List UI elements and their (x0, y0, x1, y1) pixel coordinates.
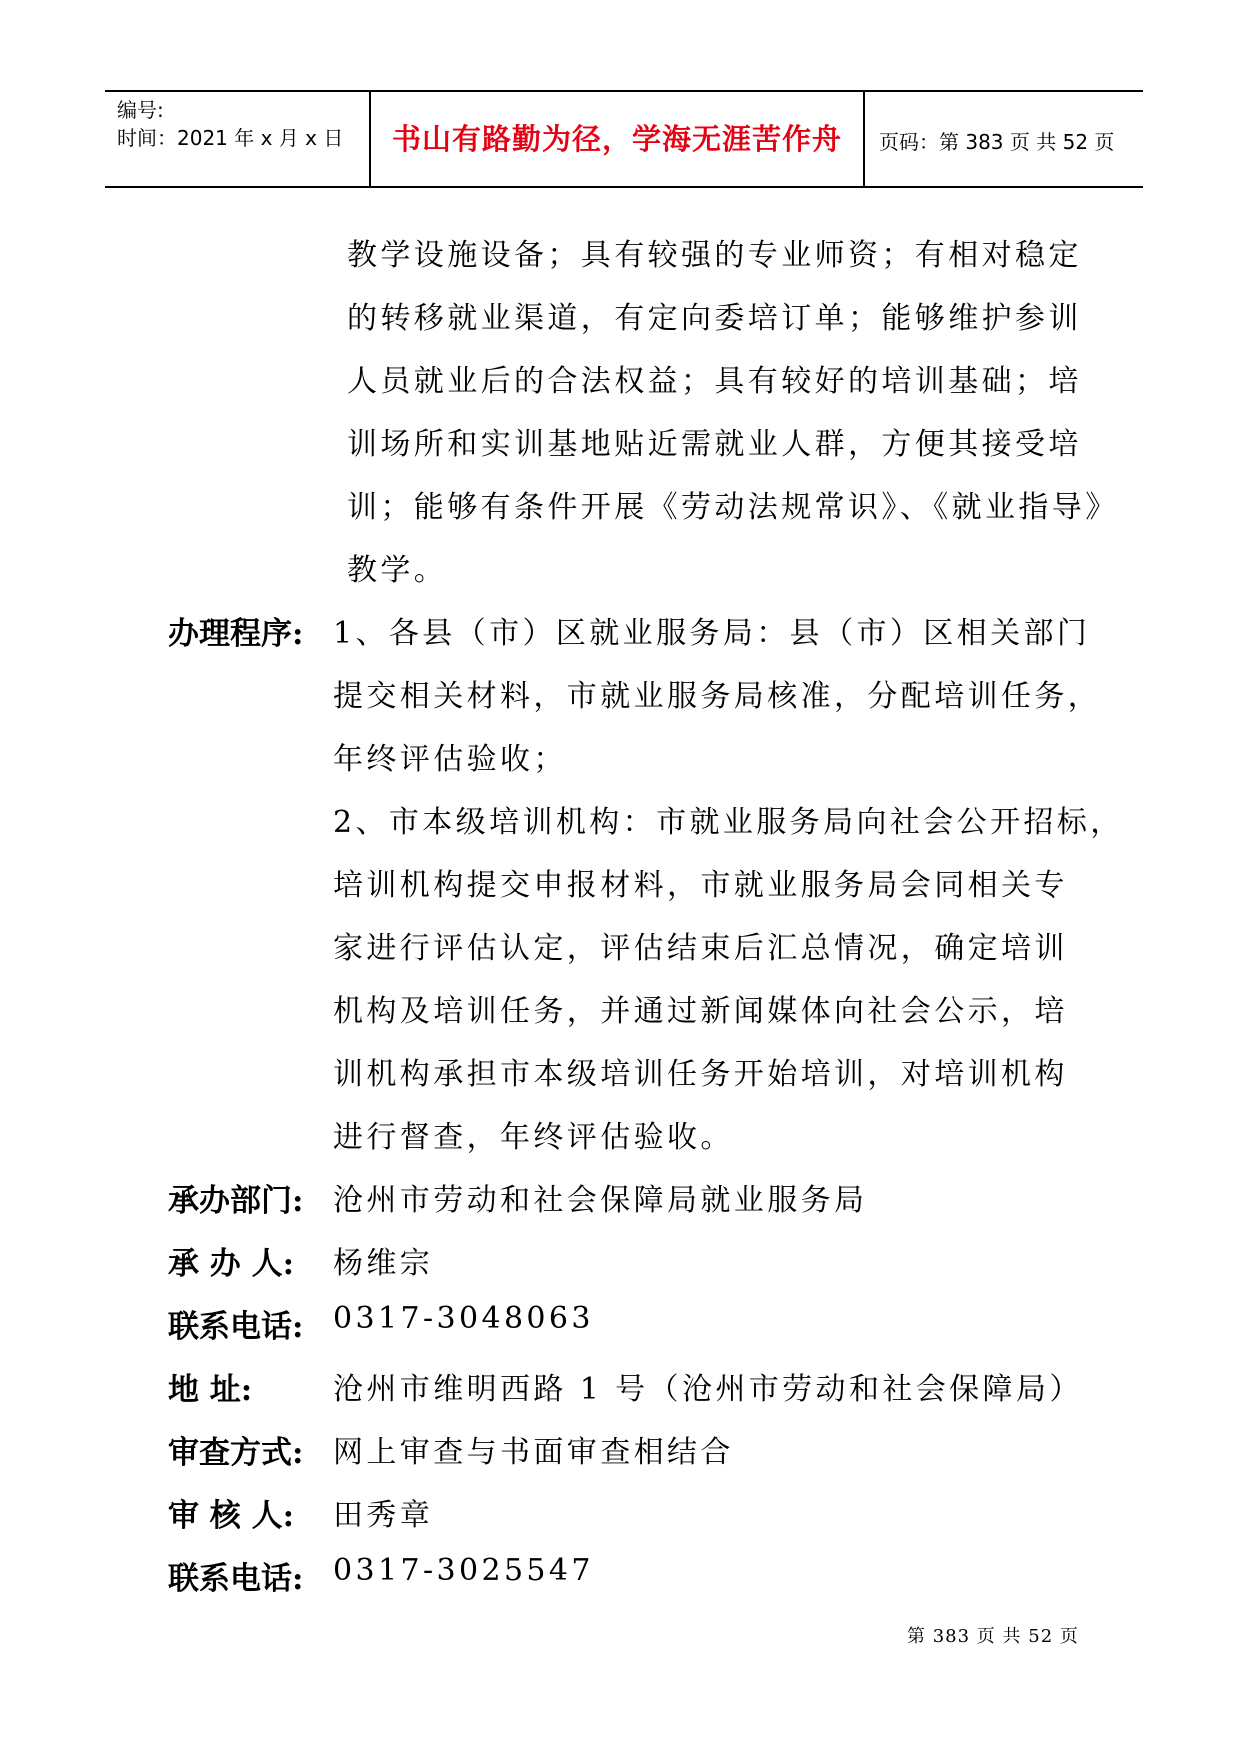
field-label-handler: 承 办 人: (168, 1246, 295, 1282)
field-label-reviewer: 审 核 人: (168, 1498, 295, 1534)
header-time: 时间：2021 年 x 月 x 日 (117, 126, 344, 150)
field-label-phone: 联系电话: (168, 1309, 304, 1345)
field-value-reviewer: 田秀章 (333, 1498, 434, 1533)
field-value-review-method: 网上审查与书面审查相结合 (333, 1435, 734, 1470)
field-label-address: 地 址: (168, 1372, 253, 1408)
conditions-line: 人员就业后的合法权益；具有较好的培训基础；培 (347, 364, 1082, 399)
field-value-address: 沧州市维明西路 1 号（沧州市劳动和社会保障局） (333, 1372, 1083, 1407)
procedure-item2-line: 进行督查，年终评估验收。 (333, 1120, 734, 1155)
field-value-handler: 杨维宗 (333, 1246, 434, 1281)
procedure-item2-line: 家进行评估认定，评估结束后汇总情况，确定培训 (333, 931, 1068, 966)
field-value-department: 沧州市劳动和社会保障局就业服务局 (333, 1183, 868, 1218)
header-page-code: 页码：第 383 页 共 52 页 (879, 130, 1115, 154)
conditions-line: 教学。 (347, 553, 448, 588)
procedure-item2-line: 训机构承担市本级培训任务开始培训，对培训机构 (333, 1057, 1068, 1092)
procedure-item1-line: 1、各县（市）区就业服务局：县（市）区相关部门 (333, 616, 1091, 651)
field-label-reviewer-phone: 联系电话: (168, 1561, 304, 1597)
procedure-item2-line: 2、市本级培训机构：市就业服务局向社会公开招标， (333, 805, 1124, 840)
field-value-phone: 0317-3048063 (333, 1301, 594, 1336)
procedure-item1-line: 年终评估验收； (333, 742, 567, 777)
procedure-label: 办理程序: (168, 616, 304, 652)
header-number: 编号: (117, 98, 164, 122)
page-footer: 第 383 页 共 52 页 (907, 1626, 1079, 1647)
procedure-item1-line: 提交相关材料，市就业服务局核准，分配培训任务， (333, 679, 1102, 714)
conditions-line: 教学设施设备；具有较强的专业师资；有相对稳定 (347, 238, 1082, 273)
field-label-review-method: 审查方式: (168, 1435, 304, 1471)
field-value-reviewer-phone: 0317-3025547 (333, 1553, 594, 1588)
header-motto: 书山有路勤为径，学海无涯苦作舟 (391, 122, 842, 156)
procedure-item2-line: 机构及培训任务，并通过新闻媒体向社会公示，培 (333, 994, 1068, 1029)
conditions-line: 训场所和实训基地贴近需就业人群，方便其接受培 (347, 427, 1082, 462)
procedure-item2-line: 培训机构提交申报材料，市就业服务局会同相关专 (333, 868, 1068, 903)
field-label-department: 承办部门: (168, 1183, 304, 1219)
conditions-line: 训；能够有条件开展《劳动法规常识》、《就业指导》 (347, 490, 1119, 525)
conditions-line: 的转移就业渠道，有定向委培订单；能够维护参训 (347, 301, 1082, 336)
